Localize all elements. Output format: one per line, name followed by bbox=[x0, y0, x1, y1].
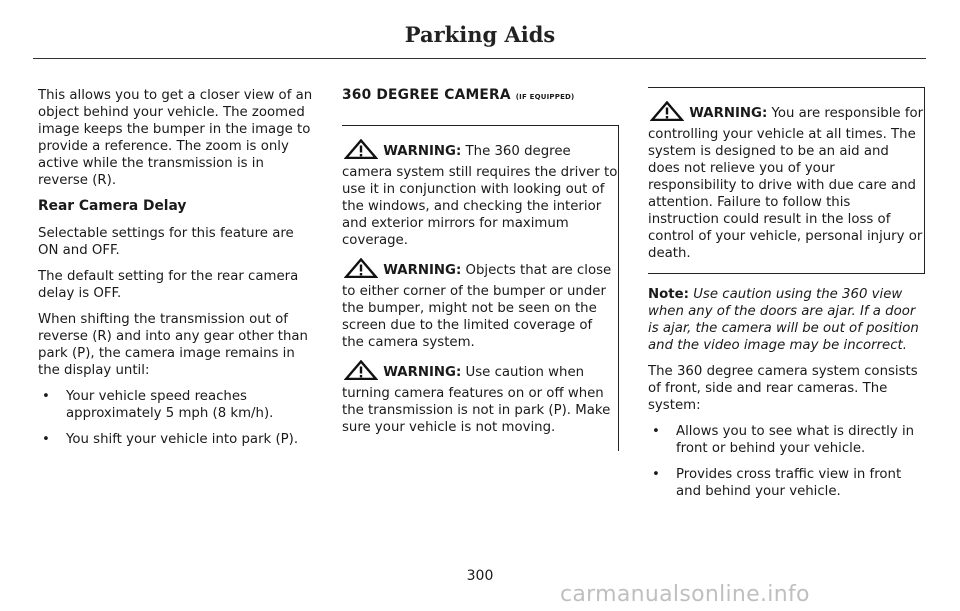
note-text: Use caution using the 360 view when any of the doors are ajar. If a door is ajar, the camera will be out of position and the video image may be incorrect. bbox=[648, 287, 919, 353]
bullet-list bbox=[38, 388, 318, 448]
column-middle bbox=[342, 87, 622, 451]
note-paragraph bbox=[648, 286, 928, 354]
warning-triangle-icon bbox=[344, 258, 378, 283]
list-item: • You shift your vehicle into park (P). bbox=[38, 431, 318, 448]
intro-paragraph: This allows you to get a closer view of an object behind your vehicle. The zoomed image keeps the bumper in the image to provide a reference. The zoom is only active while the transmission is in reverse (R). bbox=[38, 88, 313, 188]
warning-label: WARNING: bbox=[689, 106, 768, 121]
bullet-list bbox=[648, 423, 928, 500]
warning-triangle-icon bbox=[344, 360, 378, 385]
warning-label: WARNING: bbox=[383, 365, 462, 380]
note-label: Note: bbox=[648, 287, 689, 302]
list-item: • Your vehicle speed reaches approximately 5 mph (8 km/h). bbox=[38, 388, 318, 422]
warning-triangle-icon bbox=[650, 101, 684, 126]
warning-item bbox=[648, 101, 924, 262]
warning-triangle-icon bbox=[344, 139, 378, 164]
header-divider bbox=[33, 58, 926, 59]
heading-qualifier: (IF EQUIPPED) bbox=[515, 93, 575, 101]
warning-text: The 360 degree camera system still requires the driver to use it in conjunction with looking out of the windows, and checking the interior and exterior mirrors for maximum coverage. bbox=[342, 144, 618, 248]
warning-item bbox=[342, 258, 618, 351]
warning-text: Use caution when turning camera features on or off when the transmission is not in park (P). Make sure your vehicle is not moving. bbox=[342, 365, 611, 435]
watermark: carmanualsonline.info bbox=[560, 582, 810, 607]
paragraph: Selectable settings for this feature are ON and OFF. bbox=[38, 226, 294, 258]
warning-text: Objects that are close to either corner of the bumper or under the bumper, might not be seen on the screen due to the limited coverage of the camera system. bbox=[342, 263, 612, 350]
column-right bbox=[648, 87, 928, 509]
paragraph: The default setting for the rear camera delay is OFF. bbox=[38, 269, 299, 301]
page-title: Parking Aids bbox=[404, 22, 556, 47]
warning-box bbox=[648, 87, 925, 274]
warning-text: You are responsible for controlling your vehicle at all times. The system is designed to be an aid and does not relieve you of your responsibility to drive with due care and attention. Failure to follow this instruction could result in the loss of control of your vehicle, personal injury or death. bbox=[648, 106, 924, 261]
heading-text: 360 DEGREE CAMERA bbox=[342, 87, 511, 103]
section-heading-rear-camera-delay: Rear Camera Delay bbox=[38, 198, 187, 214]
paragraph: When shifting the transmission out of reverse (R) and into any gear other than park (P), the camera image remains in the display until: bbox=[38, 312, 308, 378]
warning-item bbox=[342, 139, 618, 249]
page-number: 300 bbox=[466, 568, 494, 584]
warning-label: WARNING: bbox=[383, 263, 462, 278]
warning-box bbox=[342, 125, 619, 451]
section-heading-360-camera bbox=[342, 87, 622, 106]
warning-label: WARNING: bbox=[383, 144, 462, 159]
warning-item bbox=[342, 360, 618, 436]
list-item: • Allows you to see what is directly in front or behind your vehicle. bbox=[648, 423, 928, 457]
column-left bbox=[38, 87, 318, 457]
paragraph: The 360 degree camera system consists of front, side and rear cameras. The system: bbox=[648, 364, 918, 413]
list-item: • Provides cross traffic view in front and behind your vehicle. bbox=[648, 466, 928, 500]
